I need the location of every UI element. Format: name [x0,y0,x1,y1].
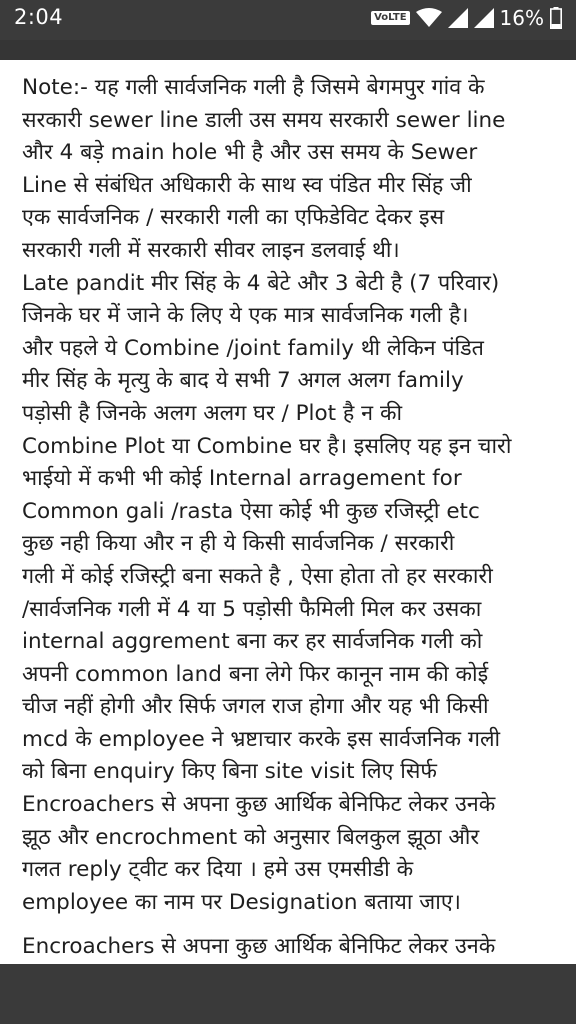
note-text [22,72,562,919]
note-line: अपनी common land बना लेगे फिर कानून नाम की कोई [22,661,489,687]
note-line: Line से संबंधित अधिकारी के साथ स्व पंडित मीर सिंह जी [22,172,472,198]
note-line: एक सार्वजनिक / सरकारी गली का एफिडेविट देकर इस [22,205,445,231]
wifi-icon [416,8,442,28]
note-line: भाईयो में कभी भी कोई Internal arragement for [22,466,462,492]
note-line: को बिना enquiry किए बिना site visit लिए सिर्फ [22,759,437,785]
note-line: Common gali /rasta ऐसा कोई भी कुछ रजिस्ट्री etc [22,498,480,524]
note-line-cutoff-text: Encroachers से अपना कुछ आर्थिक बेनिफिट लेकर उनके [22,934,496,959]
note-line: और 4 बड़े main hole भी है और उस समय के Sewer [22,140,478,166]
signal-icon [474,8,494,28]
note-line: पड़ोसी है जिनके अलग अलग घर / Plot है न की [22,400,403,426]
app-toolbar-strip [0,40,576,60]
note-line: Encroachers से अपना कुछ आर्थिक बेनिफिट लेकर उनके [22,792,496,818]
note-line: सरकारी sewer line डाली उस समय सरकारी sewer line [22,107,506,133]
volte-badge: VoLTE [371,11,409,25]
note-line: सरकारी गली में सरकारी सीवर लाइन डलवाई थी। [22,237,400,263]
signal-icon [448,8,468,28]
note-line: चीज नहीं होगी और सिर्फ जगल राज होगा और यह भी किसी [22,694,489,720]
battery-icon [550,7,562,29]
battery-percent: 16% [499,6,544,30]
bottom-bar [0,964,576,1024]
note-line: और पहले ये Combine /joint family थी लेकिन पंडित [22,335,484,361]
note-line: झूठ और encrochment को अनुसार बिलकुल झूठा और [22,824,480,850]
note-line: internal aggrement बना कर हर सार्वजनिक गली को [22,629,483,655]
note-line: गली में कोई रजिस्ट्री बना सकते है , ऐसा होता तो हर सरकारी [22,563,493,589]
note-line: Combine Plot या Combine घर है। इसलिए यह इन चारो [22,433,512,459]
note-line: गलत reply ट्वीट कर दिया । हमे उस एमसीडी के [22,857,414,883]
note-content[interactable] [0,60,576,964]
note-line: जिनके घर में जाने के लिए ये एक मात्र सार्वजनिक गली है। [22,303,469,329]
note-line: Late pandit मीर सिंह के 4 बेटे और 3 बेटी है (7 परिवार) [22,270,500,296]
note-line: employee का नाम पर Designation बताया जाए। [22,889,461,915]
status-icons [371,5,562,31]
note-line: Note:- यह गली सार्वजनिक गली है जिसमे बेगमपुर गांव के [22,75,485,100]
status-time: 2:04 [14,5,64,29]
note-line: /सार्वजनिक गली में 4 या 5 पड़ोसी फैमिली मिल कर उसका [22,596,482,622]
status-bar [0,0,576,40]
note-line: मीर सिंह के मृत्यु के बाद ये सभी 7 अगल अलग family [22,368,464,394]
note-line: कुछ नही किया और न ही ये किसी सार्वजनिक / सरकारी [22,531,455,557]
note-line: mcd के employee ने भ्रष्टाचार करके इस सार्वजनिक गली [22,726,501,752]
